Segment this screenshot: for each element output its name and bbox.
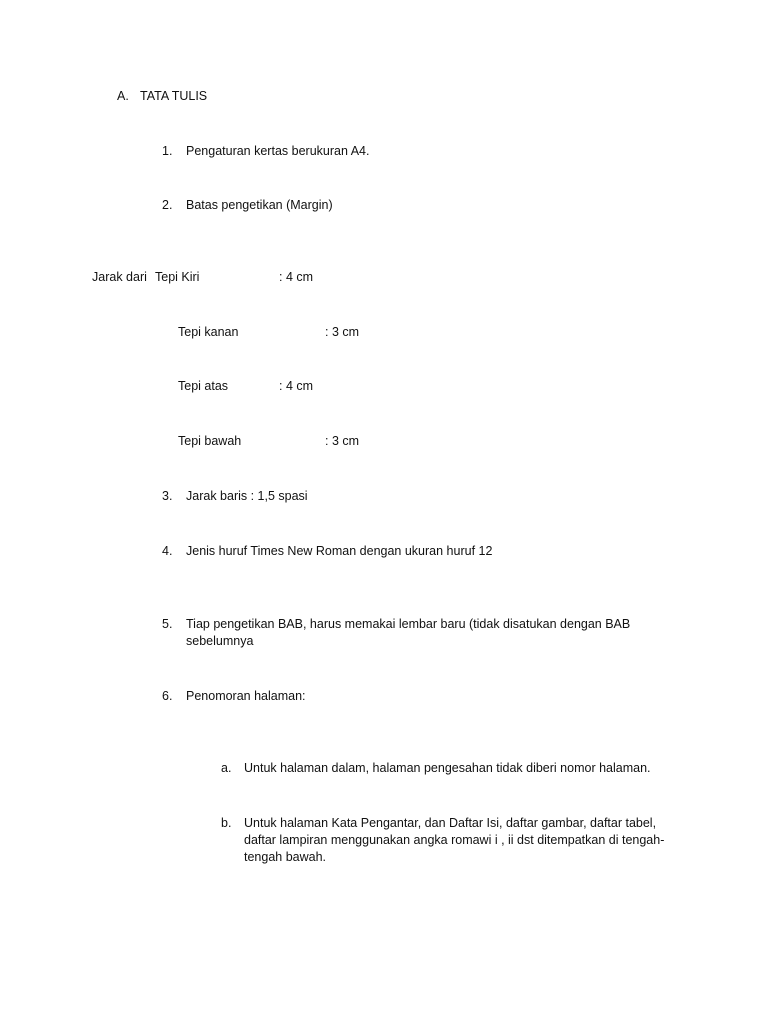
subitem-text-b: Untuk halaman Kata Pengantar, dan Daftar Isi, daftar gambar, daftar tabel, daftar lampiran menggunakan angka romawi i , ii dst ditempatkan di tengah-tengah bawah. [244, 816, 665, 864]
section-marker: A. [117, 89, 129, 103]
margin-label-top: Tepi atas [178, 379, 229, 393]
margin-value-right: : 3 cm [325, 325, 360, 339]
margin-prefix: Jarak dari [92, 270, 147, 284]
subitem-letter-a: a. [221, 761, 232, 775]
section-title: TATA TULIS [140, 89, 208, 103]
subitem-text-a: Untuk halaman dalam, halaman pengesahan tidak diberi nomor halaman. [244, 761, 651, 775]
item-number-5: 5. [162, 617, 173, 631]
margin-value-top: : 4 cm [279, 379, 314, 393]
margin-label-left: Tepi Kiri [155, 270, 200, 284]
item-text-6: Penomoran halaman: [186, 689, 306, 703]
item-number-1: 1. [162, 144, 173, 158]
margin-label-right: Tepi kanan [178, 325, 239, 339]
item-number-3: 3. [162, 489, 173, 503]
margin-value-left: : 4 cm [279, 270, 314, 284]
item-text-1: Pengaturan kertas berukuran A4. [186, 144, 370, 158]
item-number-6: 6. [162, 689, 173, 703]
item-text-3: Jarak baris : 1,5 spasi [186, 489, 308, 503]
item-text-4: Jenis huruf Times New Roman dengan ukuran huruf 12 [186, 544, 493, 558]
subitem-letter-b: b. [221, 816, 232, 830]
margin-value-bottom: : 3 cm [325, 434, 360, 448]
item-text-5: Tiap pengetikan BAB, harus memakai lembar baru (tidak disatukan dengan BAB sebelumnya [186, 617, 631, 648]
margin-label-bottom: Tepi bawah [178, 434, 242, 448]
item-number-2: 2. [162, 198, 173, 212]
item-number-4: 4. [162, 544, 173, 558]
item-text-2: Batas pengetikan (Margin) [186, 198, 333, 212]
